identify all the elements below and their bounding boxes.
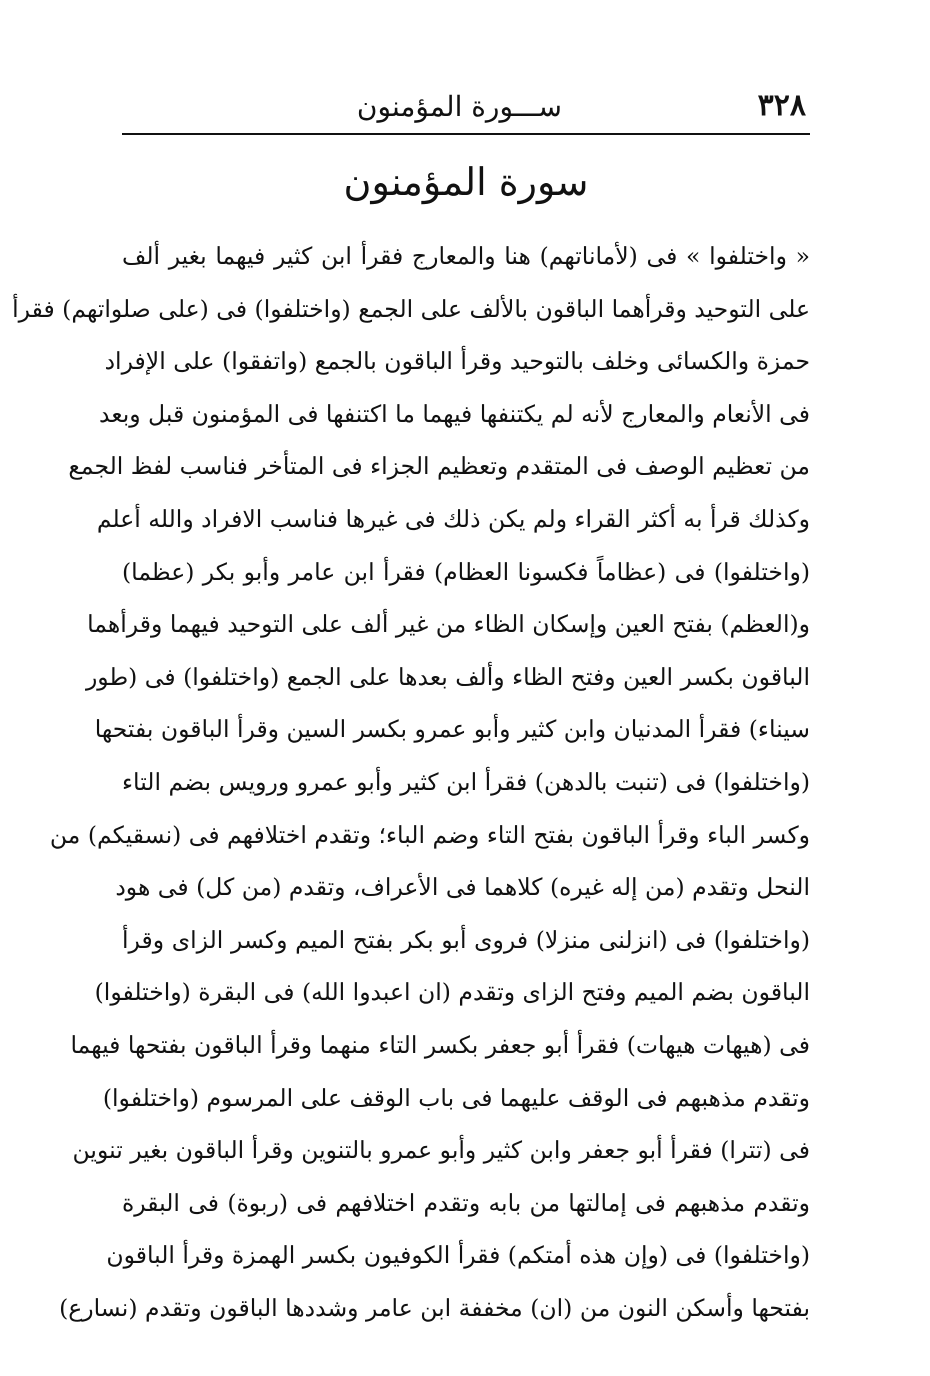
text-line: من تعظيم الوصف فى المتقدم وتعظيم الجزاء فى المتأخر فناسب لفظ الجمع xyxy=(68,452,810,481)
text-line: الباقون بكسر العين وفتح الظاء وألف بعدها على الجمع (واختلفوا) فى (طور xyxy=(85,662,810,691)
text-line: وكذلك قرأ به أكثر القراء ولم يكن ذلك فى غيرها فناسب الافراد والله أعلم xyxy=(96,504,810,533)
text-line: حمزة والكسائى وخلف بالتوحيد وقرأ الباقون بالجمع (واتفقوا) على الإفراد xyxy=(104,347,810,376)
surah-title: سورة المؤمنون xyxy=(343,160,589,204)
text-line: بفتحها وأسكن النون من (ان) مخففة ابن عامر وشددها الباقون وتقدم (نسارع) xyxy=(59,1293,810,1322)
text-line: النحل وتقدم (من إله غيره) كلاهما فى الأعراف، وتقدم (من كل) فى هود xyxy=(115,873,810,902)
body-text xyxy=(12,230,810,1334)
page-number: ٣٢٨ xyxy=(757,88,806,123)
text-line: و(العظم) بفتح العين وإسكان الظاء من غير ألف على التوحيد فيهما وقرأهما xyxy=(87,610,810,639)
header-rule xyxy=(122,133,810,135)
text-line: فى (هيهات هيهات) فقرأ أبو جعفر بكسر التاء منهما وقرأ الباقون بفتحها فيهما xyxy=(70,1030,810,1059)
text-line: (واختلفوا) فى (تنبت بالدهن) فقرأ ابن كثير وأبو عمرو ورويس بضم التاء xyxy=(122,767,810,796)
text-line: (واختلفوا) فى (انزلنى منزلا) فروى أبو بكر بفتح الميم وكسر الزاى وقرأ xyxy=(122,925,810,954)
text-line: سيناء) فقرأ المدنيان وابن كثير وأبو عمرو بكسر السين وقرأ الباقون بفتحها xyxy=(94,715,810,744)
text-line: فى الأنعام والمعارج لأنه لم يكتنفها فيهما ما اكتنفها فى المؤمنون قبل وبعد xyxy=(99,399,810,428)
text-line: الباقون بضم الميم وفتح الزاى وتقدم (ان اعبدوا الله) فى البقرة (واختلفوا) xyxy=(94,978,810,1007)
text-line: « واختلفوا » فى (لأماناتهم) هنا والمعارج فقرأ ابن كثير فيهما بغير ألف xyxy=(122,242,810,270)
text-line: وتقدم مذهبهم فى إمالتها من بابه وتقدم اختلافهم فى (ربوة) فى البقرة xyxy=(122,1188,810,1217)
text-line: (واختلفوا) فى (عظاماً فكسونا العظام) فقرأ ابن عامر وأبو بكر (عظما) xyxy=(122,557,810,586)
running-header xyxy=(122,82,812,130)
text-line: وتقدم مذهبهم فى الوقف عليهما فى باب الوقف على المرسوم (واختلفوا) xyxy=(102,1083,810,1112)
text-line: على التوحيد وقرأهما الباقون بالألف على الجمع (واختلفوا) فى (على صلواتهم) فقرأ xyxy=(12,294,810,323)
text-line: فى (تترا) فقرأ أبو جعفر وابن كثير وأبو عمرو بالتنوين وقرأ الباقون بغير تنوين xyxy=(72,1136,810,1165)
text-line: (واختلفوا) فى (وإن هذه أمتكم) فقرأ الكوفيون بكسر الهمزة وقرأ الباقون xyxy=(106,1241,810,1270)
running-title: ســـورة المؤمنون xyxy=(356,90,562,123)
text-line: وكسر الباء وقرأ الباقون بفتح التاء وضم الباء؛ وتقدم اختلافهم فى (نسقيكم) من xyxy=(49,820,810,849)
